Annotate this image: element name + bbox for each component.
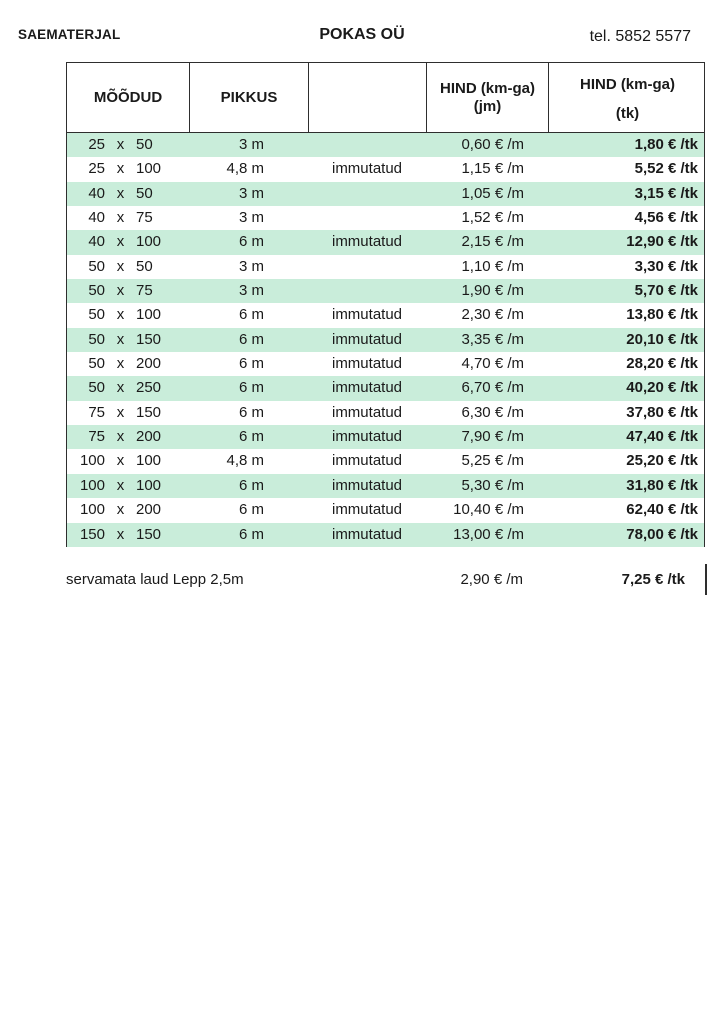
dimension-cell xyxy=(67,133,189,157)
price-per-piece-cell: 12,90 € /tk xyxy=(626,233,698,251)
dimension-cell xyxy=(67,352,189,376)
header-dimensions xyxy=(67,63,189,132)
dimension-cell xyxy=(67,279,189,303)
dimension-separator: x xyxy=(116,257,125,275)
length-cell: 4,8 m xyxy=(226,160,264,178)
price-per-piece-cell: 5,70 € /tk xyxy=(634,282,698,300)
dimension-separator: x xyxy=(116,306,125,324)
price-per-piece-cell: 40,20 € /tk xyxy=(626,379,698,397)
price-per-meter-cell: 1,15 € /m xyxy=(461,160,524,178)
dimension-height: 150 xyxy=(136,525,162,543)
dimension-width: 40 xyxy=(88,209,105,227)
header-dimensions-label: MÕÕDUD xyxy=(93,88,163,106)
length-cell: 3 m xyxy=(238,184,264,202)
dimension-width: 100 xyxy=(79,501,105,519)
dimension-height: 100 xyxy=(136,476,162,494)
price-per-meter-cell: 0,60 € /m xyxy=(461,136,524,153)
length-cell: 6 m xyxy=(238,476,264,494)
table-row xyxy=(67,303,704,327)
dimension-separator: x xyxy=(116,452,125,470)
length-cell: 6 m xyxy=(238,403,264,421)
doc-type-label: SAEMATERJAL xyxy=(18,27,121,42)
dimension-width: 100 xyxy=(79,452,105,470)
dimension-cell xyxy=(67,376,189,400)
dimension-cell xyxy=(67,401,189,425)
dimension-cell xyxy=(67,230,189,254)
price-per-piece-cell: 4,56 € /tk xyxy=(634,209,698,227)
price-per-meter-cell: 6,30 € /m xyxy=(461,403,524,421)
dimension-height: 150 xyxy=(136,403,162,421)
summary-price-per-meter: 2,90 € /m xyxy=(460,571,523,588)
dimension-cell xyxy=(67,523,189,547)
price-per-piece-cell: 1,80 € /tk xyxy=(634,136,698,153)
price-per-meter-cell: 2,15 € /m xyxy=(461,233,524,251)
treatment-cell: immutatud xyxy=(331,306,403,324)
dimension-separator: x xyxy=(116,233,125,251)
length-cell: 6 m xyxy=(238,330,264,348)
price-per-meter-cell: 6,70 € /m xyxy=(461,379,524,397)
table-row xyxy=(67,498,704,522)
treatment-cell xyxy=(308,279,426,303)
treatment-cell: immutatud xyxy=(331,428,403,446)
dimension-separator: x xyxy=(116,282,125,300)
table-row xyxy=(67,474,704,498)
dimension-width: 50 xyxy=(88,306,105,324)
dimension-separator: x xyxy=(116,379,125,397)
table-row xyxy=(67,401,704,425)
phone-number: tel. 5852 5577 xyxy=(589,28,691,45)
dimension-height: 200 xyxy=(136,501,162,519)
dimension-width: 40 xyxy=(88,233,105,251)
table-row xyxy=(67,449,704,473)
dimension-separator: x xyxy=(116,184,125,202)
summary-row xyxy=(66,563,705,597)
length-cell: 3 m xyxy=(238,209,264,227)
header-treatment xyxy=(308,63,426,132)
dimension-separator: x xyxy=(116,525,125,543)
dimension-height: 50 xyxy=(136,257,153,275)
dimension-cell xyxy=(67,425,189,449)
dimension-height: 250 xyxy=(136,379,162,397)
length-cell: 3 m xyxy=(238,282,264,300)
company-name: POKAS OÜ xyxy=(319,26,405,43)
length-cell: 6 m xyxy=(238,355,264,373)
price-table xyxy=(66,62,705,547)
table-row xyxy=(67,157,704,181)
length-cell: 6 m xyxy=(238,428,264,446)
length-cell: 3 m xyxy=(238,136,264,153)
price-per-meter-cell: 1,90 € /m xyxy=(461,282,524,300)
length-cell: 6 m xyxy=(238,233,264,251)
table-row xyxy=(67,182,704,206)
dimension-cell xyxy=(67,498,189,522)
dimension-width: 50 xyxy=(88,330,105,348)
dimension-width: 75 xyxy=(88,428,105,446)
dimension-height: 200 xyxy=(136,428,162,446)
treatment-cell xyxy=(308,182,426,206)
treatment-cell: immutatud xyxy=(331,379,403,397)
dimension-cell xyxy=(67,303,189,327)
dimension-width: 150 xyxy=(79,525,105,543)
header-price-per-meter xyxy=(426,63,548,132)
price-per-piece-cell: 37,80 € /tk xyxy=(626,403,698,421)
dimension-separator: x xyxy=(116,209,125,227)
dimension-width: 50 xyxy=(88,379,105,397)
price-per-piece-cell: 13,80 € /tk xyxy=(626,306,698,324)
treatment-cell: immutatud xyxy=(331,452,403,470)
treatment-cell: immutatud xyxy=(331,330,403,348)
header-price-per-piece-line2: (tk) xyxy=(615,105,640,122)
length-cell: 3 m xyxy=(238,257,264,275)
price-per-piece-cell: 28,20 € /tk xyxy=(626,355,698,373)
treatment-cell xyxy=(308,133,426,157)
dimension-width: 50 xyxy=(88,355,105,373)
dimension-width: 75 xyxy=(88,403,105,421)
treatment-cell: immutatud xyxy=(331,501,403,519)
dimension-separator: x xyxy=(116,355,125,373)
price-per-piece-cell: 25,20 € /tk xyxy=(626,452,698,470)
header-length-label: PIKKUS xyxy=(220,88,278,106)
price-per-piece-cell: 31,80 € /tk xyxy=(626,476,698,494)
dimension-separator: x xyxy=(116,136,125,153)
treatment-cell xyxy=(308,255,426,279)
table-header-row xyxy=(66,62,705,133)
treatment-cell: immutatud xyxy=(331,233,403,251)
dimension-separator: x xyxy=(116,330,125,348)
dimension-width: 25 xyxy=(88,160,105,178)
dimension-height: 100 xyxy=(136,233,162,251)
dimension-separator: x xyxy=(116,403,125,421)
dimension-separator: x xyxy=(116,160,125,178)
treatment-cell: immutatud xyxy=(331,476,403,494)
dimension-separator: x xyxy=(116,501,125,519)
price-per-piece-cell: 3,15 € /tk xyxy=(634,184,698,202)
dimension-height: 50 xyxy=(136,184,153,202)
dimension-height: 50 xyxy=(136,136,153,153)
price-per-piece-cell: 5,52 € /tk xyxy=(634,160,698,178)
length-cell: 6 m xyxy=(238,501,264,519)
price-per-meter-cell: 1,05 € /m xyxy=(461,184,524,202)
price-per-piece-cell: 78,00 € /tk xyxy=(626,525,698,543)
price-per-meter-cell: 13,00 € /m xyxy=(453,525,524,543)
price-per-meter-cell: 10,40 € /m xyxy=(453,501,524,519)
length-cell: 6 m xyxy=(238,379,264,397)
dimension-cell xyxy=(67,449,189,473)
table-row xyxy=(67,133,704,157)
dimension-width: 25 xyxy=(88,136,105,153)
table-row xyxy=(67,328,704,352)
price-per-piece-cell: 3,30 € /tk xyxy=(634,257,698,275)
table-body xyxy=(66,133,705,547)
dimension-width: 100 xyxy=(79,476,105,494)
length-cell: 6 m xyxy=(238,306,264,324)
header-price-per-piece xyxy=(548,63,706,132)
table-row xyxy=(67,425,704,449)
price-per-meter-cell: 2,30 € /m xyxy=(461,306,524,324)
right-border-tick xyxy=(705,564,707,595)
price-per-meter-cell: 4,70 € /m xyxy=(461,355,524,373)
dimension-separator: x xyxy=(116,476,125,494)
header-length xyxy=(189,63,308,132)
length-cell: 4,8 m xyxy=(226,452,264,470)
summary-price-per-piece: 7,25 € /tk xyxy=(621,571,685,588)
treatment-cell: immutatud xyxy=(331,355,403,373)
dimension-height: 200 xyxy=(136,355,162,373)
dimension-cell xyxy=(67,328,189,352)
dimension-width: 50 xyxy=(88,257,105,275)
table-row xyxy=(67,255,704,279)
dimension-separator: x xyxy=(116,428,125,446)
treatment-cell xyxy=(308,206,426,230)
table-row xyxy=(67,352,704,376)
summary-label: servamata laud Lepp 2,5m xyxy=(66,571,244,588)
table-row xyxy=(67,230,704,254)
dimension-cell xyxy=(67,255,189,279)
dimension-width: 50 xyxy=(88,282,105,300)
price-per-meter-cell: 3,35 € /m xyxy=(461,330,524,348)
dimension-cell xyxy=(67,157,189,181)
dimension-cell xyxy=(67,474,189,498)
price-per-meter-cell: 1,52 € /m xyxy=(461,209,524,227)
dimension-cell xyxy=(67,206,189,230)
dimension-height: 150 xyxy=(136,330,162,348)
price-per-piece-cell: 47,40 € /tk xyxy=(626,428,698,446)
treatment-cell: immutatud xyxy=(331,525,403,543)
price-per-piece-cell: 20,10 € /tk xyxy=(626,330,698,348)
price-per-piece-cell: 62,40 € /tk xyxy=(626,501,698,519)
dimension-width: 40 xyxy=(88,184,105,202)
price-per-meter-cell: 5,30 € /m xyxy=(461,476,524,494)
dimension-height: 100 xyxy=(136,160,162,178)
dimension-height: 75 xyxy=(136,209,153,227)
table-row xyxy=(67,376,704,400)
header-price-per-piece-line1: HIND (km-ga) xyxy=(579,76,675,93)
table-row xyxy=(67,279,704,303)
header-price-per-meter-line2: (jm) xyxy=(473,97,502,115)
price-per-meter-cell: 7,90 € /m xyxy=(461,428,524,446)
treatment-cell: immutatud xyxy=(331,160,403,178)
treatment-cell: immutatud xyxy=(331,403,403,421)
price-per-meter-cell: 1,10 € /m xyxy=(461,257,524,275)
table-row xyxy=(67,206,704,230)
header-price-per-meter-line1: HIND (km-ga) xyxy=(439,79,535,97)
dimension-height: 75 xyxy=(136,282,153,300)
table-row xyxy=(67,523,704,547)
price-per-meter-cell: 5,25 € /m xyxy=(461,452,524,470)
dimension-height: 100 xyxy=(136,452,162,470)
dimension-height: 100 xyxy=(136,306,162,324)
length-cell: 6 m xyxy=(238,525,264,543)
dimension-cell xyxy=(67,182,189,206)
